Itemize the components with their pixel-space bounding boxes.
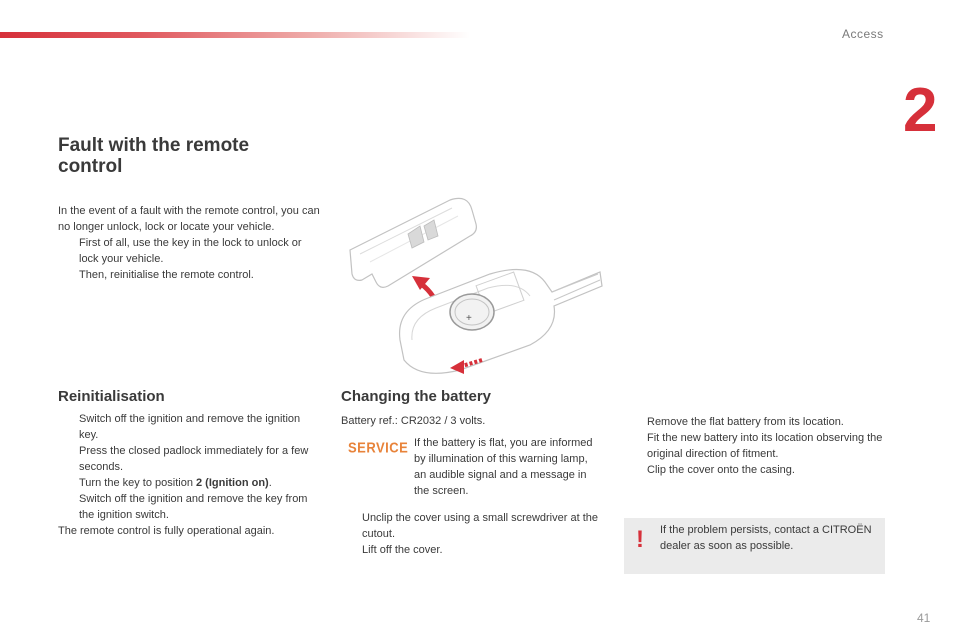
fault-bullets — [58, 235, 320, 283]
fault-title: Fault with the remote control — [58, 135, 250, 177]
fault-intro: In the event of a fault with the remote control, you can no longer unlock, lock or locate your vehicle. — [58, 205, 320, 233]
battery-title: Changing the battery — [341, 388, 492, 405]
reinit-note: The remote control is fully operational again. — [58, 525, 275, 537]
fault-text — [58, 203, 320, 283]
battery-ref: Battery ref.: CR2032 / 3 volts. — [341, 415, 486, 427]
list-item: Then, reinitialise the remote control. — [79, 269, 254, 281]
reinit-title: Reinitialisation — [58, 388, 165, 405]
service-warning-lamp-icon: SERVICE — [348, 438, 409, 457]
reinit-steps — [58, 411, 320, 523]
list-item: Clip the cover onto the casing. — [647, 464, 795, 476]
steps-a-list — [341, 510, 603, 558]
warning-text: If the problem persists, contact a CITROËN dealer as soon as possible. — [660, 524, 872, 552]
list-item: Switch off the ignition and remove the key from the ignition switch. — [79, 493, 308, 521]
remote-key-illustration — [340, 190, 610, 380]
battery-steps-b — [626, 414, 888, 478]
battery-steps-a — [341, 510, 603, 558]
list-item: Fit the new battery into its location observing the original direction of fitment. — [647, 432, 883, 460]
warning-icon: ! — [636, 526, 644, 553]
list-item: Turn the key to position 2 (Ignition on). — [79, 477, 272, 489]
section-title: Access — [842, 27, 884, 41]
list-item: Unclip the cover using a small screwdriver at the cutout. — [362, 512, 598, 540]
list-item: Remove the flat battery from its location. — [647, 416, 844, 428]
steps-b-list — [626, 414, 888, 478]
list-item: Lift off the cover. — [362, 544, 443, 556]
reinit-text — [58, 411, 320, 539]
list-item: Press the closed padlock immediately for a few seconds. — [79, 445, 309, 473]
list-item: Switch off the ignition and remove the ignition key. — [79, 413, 301, 441]
svg-text:+: + — [466, 313, 472, 324]
warning-note — [624, 518, 885, 574]
page-number: 41 — [917, 611, 931, 625]
header-color-bar — [0, 32, 470, 38]
chapter-number: 2 — [903, 76, 938, 145]
list-item: First of all, use the key in the lock to unlock or lock your vehicle. — [79, 237, 302, 265]
battery-flat-text: If the battery is flat, you are informed by illumination of this warning lamp, an audible signal and a message in the screen. — [414, 437, 593, 497]
